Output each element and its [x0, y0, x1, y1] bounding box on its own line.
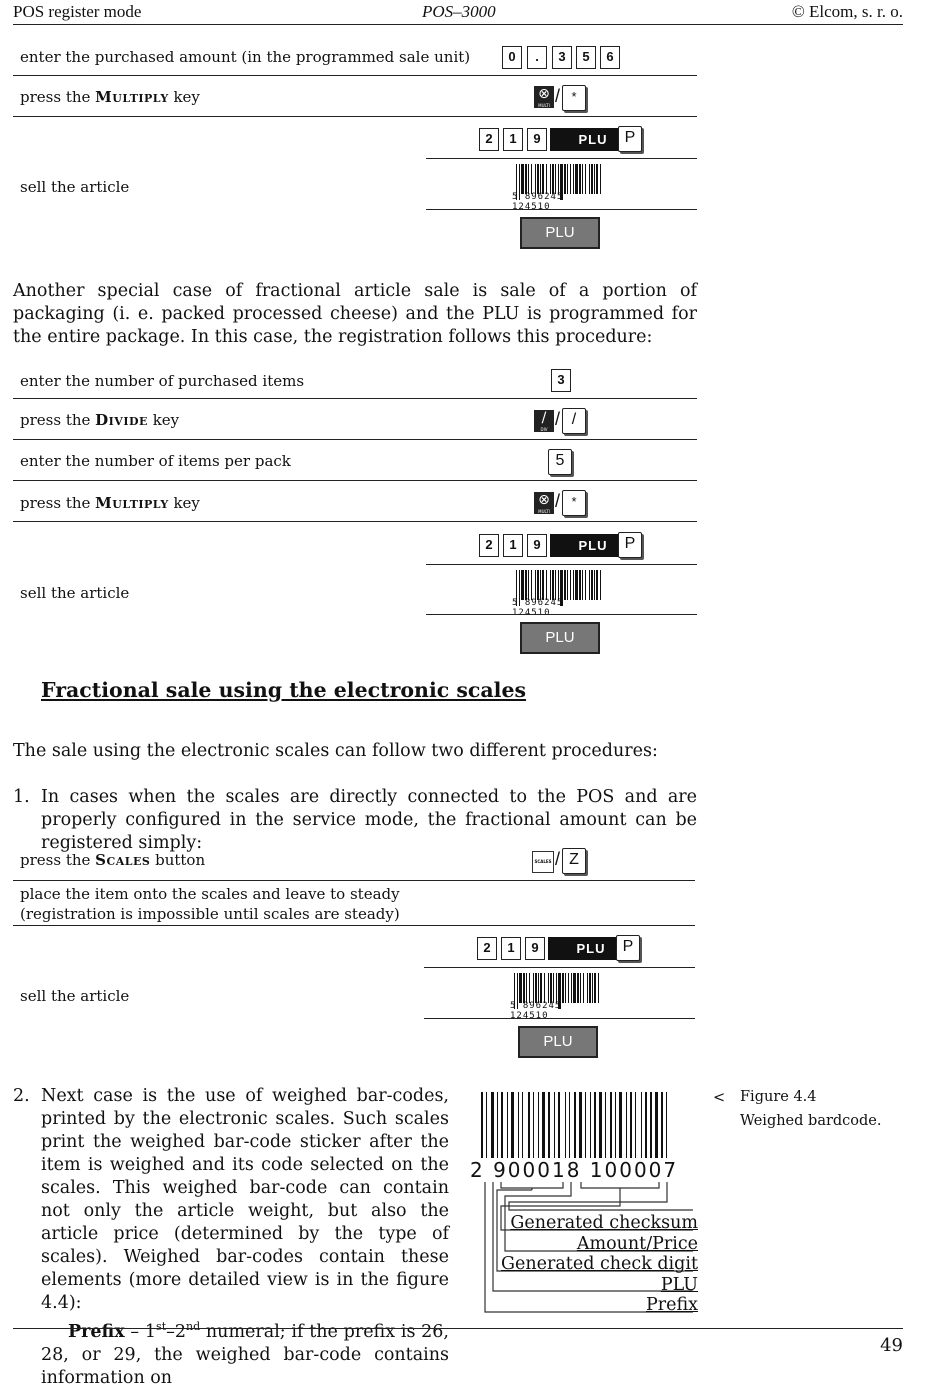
key-3: 3	[552, 46, 572, 69]
header-left: POS register mode	[13, 2, 142, 21]
label-plu: PLU	[660, 1275, 698, 1295]
row-items-per-pack: enter the number of items per pack	[20, 452, 291, 470]
key-2: 2	[477, 937, 497, 960]
table-rule	[13, 116, 697, 117]
scales-key-icon: SCALES	[532, 851, 554, 873]
label-prefix: Prefix	[645, 1295, 698, 1315]
row-place-item: place the item onto the scales and leave to steady (registration is impossible until scales are steady)	[20, 885, 400, 923]
key-5: 5	[548, 449, 572, 475]
slash-separator: /	[611, 127, 617, 147]
multiply-key-icon: ⊗ MULTI	[534, 492, 554, 514]
label-generated-checksum: Generated checksum	[510, 1213, 698, 1233]
p-key-icon: P	[618, 532, 642, 558]
key-0: 0	[502, 46, 522, 69]
key-2: 2	[479, 534, 499, 557]
figure-caption-title: Figure 4.4	[740, 1089, 817, 1105]
list-number-1: 1.	[13, 787, 30, 807]
plu-button-icon: PLU	[518, 1026, 598, 1058]
row-sell-article: sell the article	[20, 178, 130, 196]
key-3: 3	[551, 369, 571, 392]
label-generated-check-digit: Generated check digit	[501, 1254, 698, 1274]
key-6: 6	[600, 46, 620, 69]
barcode-icon: 5 896245 124510	[512, 162, 608, 204]
star-key-icon: *	[562, 490, 586, 516]
paragraph-procedures: The sale using the electronic scales can follow two different procedures:	[13, 741, 658, 761]
table-rule	[424, 1018, 695, 1019]
key-9: 9	[527, 534, 547, 557]
table-rule	[13, 439, 697, 440]
paragraph-portion-sale: Another special case of fractional article sale is sale of a portion of packaging (i. e. packed processed cheese) and the PLU is programmed for the entire package. In this case, the registration follows this procedure:	[13, 281, 697, 347]
row-sell-article: sell the article	[20, 584, 130, 602]
key-1: 1	[501, 937, 521, 960]
table-rule	[13, 480, 697, 481]
key-9: 9	[527, 128, 547, 151]
table-rule	[426, 158, 697, 159]
list-item-2: Next case is the use of weighed bar-codes, printed by the electronic scales. Such scales print the weighed bar-code sticker after the item is weighed and its code selected on the scales. This weighed bar-code can contain not only the article weight, but also the article price (determined by the type of scales). Weighed bar-codes contain these elements (more detailed view is in the figure 4.4): Prefix – 1st–2nd numeral; if the prefix is 26, 28, or 29, the weighed bar-code contains information on	[41, 1086, 449, 1388]
header-rule	[13, 24, 903, 25]
slash-separator: /	[611, 533, 617, 553]
row-press-multiply: press the Multiply key	[20, 88, 200, 106]
label-amount-price: Amount/Price	[576, 1234, 698, 1254]
plu-button-icon: PLU	[520, 217, 600, 249]
weighed-barcode-figure	[463, 1088, 698, 1318]
slash-separator: /	[555, 491, 561, 511]
key-5: 5	[576, 46, 596, 69]
slash-separator: /	[609, 936, 615, 956]
row-enter-amount: enter the purchased amount (in the programmed sale unit)	[20, 48, 471, 66]
slash-separator: /	[555, 409, 561, 429]
key-1: 1	[503, 128, 523, 151]
slash-separator: /	[555, 849, 561, 869]
key-1: 1	[503, 534, 523, 557]
row-press-scales: press the Scales button	[20, 851, 206, 869]
plu-button-icon: PLU	[520, 622, 600, 654]
section-heading: Fractional sale using the electronic scales	[41, 678, 527, 702]
plu-key: PLU	[550, 128, 636, 151]
list-item-1: In cases when the scales are directly connected to the POS and are properly configured in the service mode, the fractional amount can be registered simply:	[41, 787, 697, 853]
key-dot: .	[527, 46, 547, 69]
table-rule	[13, 398, 697, 399]
figure-marker: <	[713, 1090, 726, 1106]
z-key-icon: Z	[562, 848, 586, 874]
key-2: 2	[479, 128, 499, 151]
divide-key-icon: / DIV	[534, 410, 554, 432]
p-key-icon: P	[616, 935, 640, 961]
multiply-key-icon: ⊗ MULTI	[534, 86, 554, 108]
table-rule	[426, 614, 697, 615]
table-rule	[426, 209, 697, 210]
slash-separator: /	[555, 86, 561, 106]
key-9: 9	[525, 937, 545, 960]
list-number-2: 2.	[13, 1086, 30, 1106]
footer-rule	[13, 1328, 903, 1329]
row-sell-article: sell the article	[20, 987, 130, 1005]
row-enter-items: enter the number of purchased items	[20, 372, 305, 390]
table-rule	[13, 521, 697, 522]
p-key-icon: P	[618, 126, 642, 152]
table-rule	[424, 967, 695, 968]
plu-key: PLU	[550, 534, 636, 557]
row-press-multiply: press the Multiply key	[20, 494, 200, 512]
header-right: © Elcom, s. r. o.	[791, 2, 903, 21]
barcode-digits: 2 900018 100007	[470, 1158, 679, 1182]
table-rule	[13, 925, 695, 926]
page-number: 49	[880, 1335, 903, 1356]
header-center: POS–3000	[422, 2, 496, 21]
table-rule	[13, 880, 695, 881]
row-press-divide: press the Divide key	[20, 411, 180, 429]
table-rule	[13, 75, 697, 76]
figure-caption-text: Weighed bardcode.	[740, 1113, 882, 1129]
divide-slash-key-icon: /	[562, 408, 586, 434]
barcode-icon: 5 896245 124510	[512, 568, 608, 610]
star-key-icon: *	[562, 85, 586, 111]
plu-key: PLU	[548, 937, 634, 960]
barcode-icon: 5 896245 124510	[510, 971, 606, 1013]
table-rule	[426, 564, 697, 565]
